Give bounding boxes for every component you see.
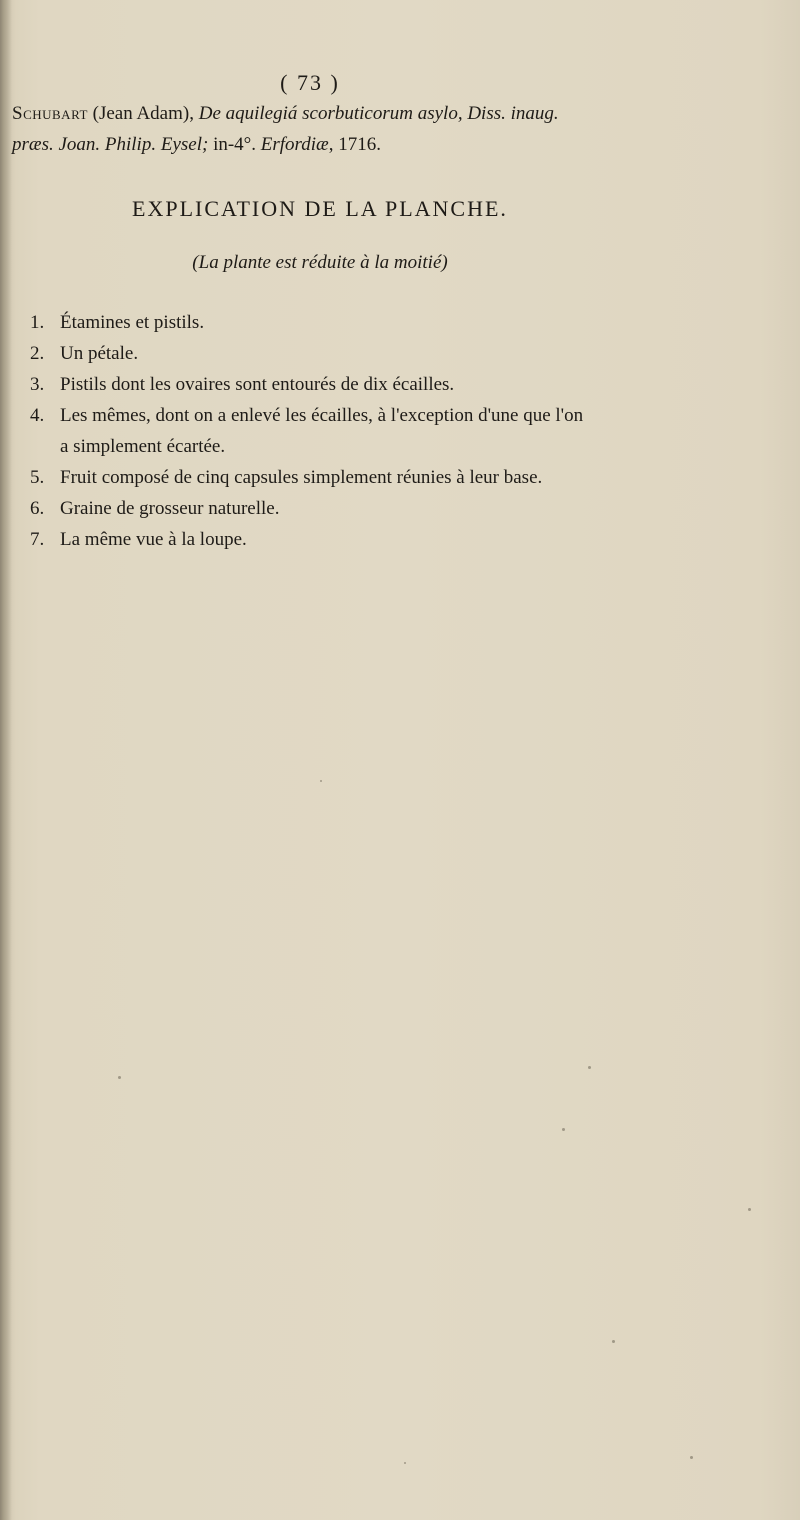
- section-subheading: (La plante est réduite à la moitié): [192, 252, 448, 273]
- publication-place: Erfordiæ: [260, 134, 329, 155]
- section-heading: EXPLICATION DE LA PLANCHE.: [132, 196, 508, 221]
- item-text: La même vue à la loupe.: [60, 529, 247, 550]
- publication-year: , 1716.: [328, 134, 381, 155]
- item-text: Graine de grosseur naturelle.: [60, 498, 280, 519]
- item-number: 6.: [30, 498, 45, 519]
- paper-speck: [562, 1128, 565, 1131]
- page-number: ( 73 ): [280, 70, 340, 95]
- item-number: 3.: [30, 374, 45, 395]
- work-title: De aquilegiá scorbuticorum asylo: [198, 103, 458, 124]
- paper-speck: [690, 1456, 693, 1459]
- praeses-note: præs. Joan. Philip. Eysel;: [12, 134, 209, 155]
- author-given-name: (Jean Adam),: [92, 103, 194, 124]
- item-text: Fruit composé de cinq capsules simplement réunies à leur base.: [60, 467, 543, 488]
- book-format: in-4°.: [208, 134, 261, 155]
- paper-speck: [612, 1340, 615, 1343]
- paper-speck: [320, 780, 322, 782]
- item-number: 7.: [30, 529, 45, 550]
- item-text: Pistils dont les ovaires sont entourés de dix écailles.: [60, 374, 455, 395]
- bibliography-entry: [12, 98, 772, 160]
- author-surname: Schubart: [12, 103, 88, 124]
- item-text: Étamines et pistils.: [60, 312, 205, 333]
- item-text-continuation: a simplement écartée.: [60, 436, 226, 457]
- bibliography-line-1: [12, 98, 772, 129]
- item-number: 1.: [30, 312, 45, 333]
- list-item: [30, 338, 770, 369]
- page-spine-shadow: [0, 0, 12, 1520]
- list-item: [30, 462, 770, 493]
- list-item: [30, 524, 770, 555]
- item-text: Un pétale.: [60, 343, 139, 364]
- paper-speck: [748, 1208, 751, 1211]
- paper-speck: [588, 1066, 591, 1069]
- paper-speck: [118, 1076, 121, 1079]
- list-item: [30, 400, 770, 462]
- dissertation-note: , Diss. inaug.: [457, 103, 559, 124]
- plate-explanation-list: [30, 307, 770, 555]
- item-text: Les mêmes, dont on a enlevé les écailles, à l'exception d'une que l'on: [60, 405, 584, 426]
- paper-speck: [404, 1462, 406, 1464]
- item-number: 5.: [30, 467, 45, 488]
- list-item: [30, 307, 770, 338]
- item-number: 2.: [30, 343, 45, 364]
- item-number: 4.: [30, 405, 45, 426]
- list-item: [30, 493, 770, 524]
- list-item: [30, 369, 770, 400]
- bibliography-line-2: [12, 129, 772, 160]
